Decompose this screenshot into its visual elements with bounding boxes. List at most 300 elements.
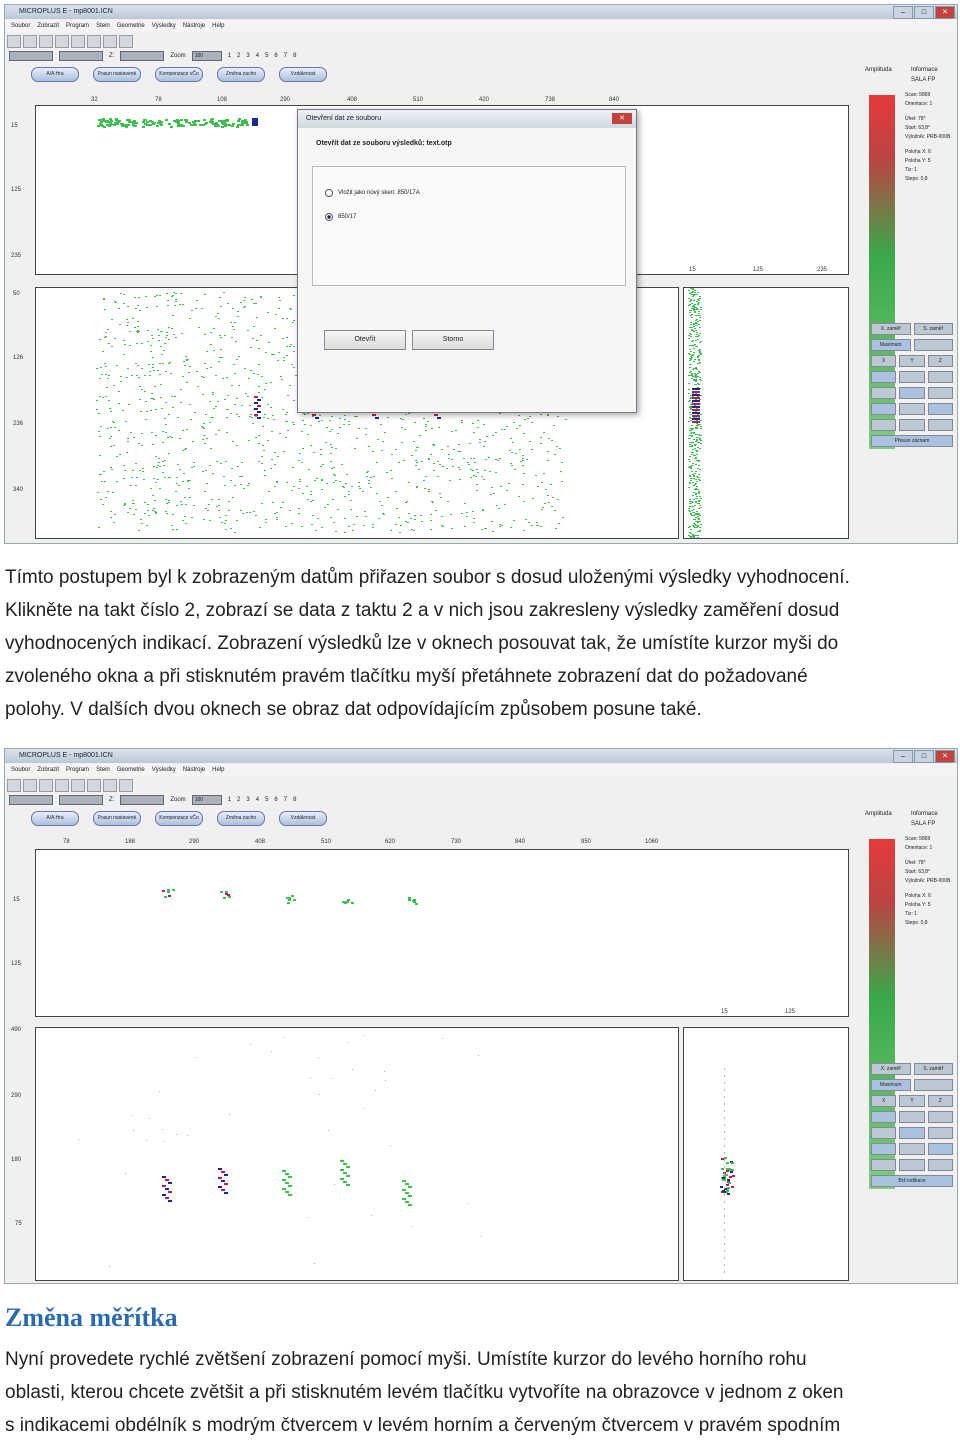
signal-speck — [536, 522, 538, 523]
signal-speck — [184, 449, 186, 450]
value-cell[interactable] — [899, 419, 924, 431]
signal-speck — [127, 306, 129, 307]
signal-speck — [159, 1091, 160, 1092]
signal-speck — [223, 292, 225, 293]
indication-mark — [220, 891, 223, 893]
close-button[interactable]: ✕ — [935, 750, 955, 763]
value-cell[interactable] — [871, 387, 896, 399]
step-5[interactable]: 5 — [265, 796, 269, 803]
indication-mark — [291, 895, 294, 897]
plot-bottom-right[interactable] — [683, 287, 849, 539]
signal-speck — [225, 520, 227, 521]
signal-speck — [155, 513, 157, 514]
tab-x-zamer[interactable]: X. zaměř — [871, 323, 911, 335]
signal-speck — [261, 503, 263, 504]
signal-speck — [141, 523, 143, 524]
signal-speck — [238, 416, 240, 417]
value-cell[interactable] — [871, 403, 896, 415]
window-title: MICROPLUS E - mp8001.ICN — [5, 5, 957, 19]
maximum-button[interactable]: Maximum — [871, 339, 911, 351]
signal-speck — [219, 335, 221, 336]
signal-speck — [427, 421, 429, 422]
maximize-button[interactable]: □ — [914, 6, 934, 19]
axis-y[interactable]: Y — [899, 1095, 924, 1107]
axis-z[interactable]: Z — [928, 1095, 953, 1107]
settings-icon[interactable] — [119, 35, 133, 48]
signal-speck — [192, 124, 195, 126]
zoom-in-icon[interactable] — [71, 35, 85, 48]
settings-icon[interactable] — [119, 779, 133, 792]
value-cell[interactable] — [871, 1159, 896, 1171]
menu-item-zobrazit[interactable]: Zobrazit — [37, 23, 60, 29]
menu-item-program[interactable]: Program — [66, 767, 90, 773]
menu-item-geometrie[interactable]: Geometrie — [116, 23, 145, 29]
signal-speck — [290, 344, 292, 345]
axis-y[interactable]: Y — [899, 355, 924, 367]
value-cell[interactable] — [899, 1143, 924, 1155]
print-icon[interactable] — [55, 35, 69, 48]
signal-speck — [689, 532, 691, 533]
signal-speck — [231, 337, 233, 338]
signal-speck — [237, 120, 240, 122]
value-cell[interactable] — [899, 403, 924, 415]
signal-speck — [240, 302, 242, 303]
signal-speck — [509, 450, 511, 451]
signal-speck — [204, 363, 206, 364]
menu-item-vysledky[interactable]: Výsledky — [151, 767, 176, 773]
signal-speck — [466, 516, 468, 517]
signal-speck — [423, 480, 425, 481]
signal-speck — [693, 361, 695, 362]
signal-speck — [196, 300, 198, 301]
signal-speck — [148, 364, 150, 365]
signal-speck — [120, 381, 122, 382]
value-cell[interactable] — [899, 1127, 924, 1139]
minimize-button[interactable]: – — [893, 6, 913, 19]
value-cell[interactable] — [928, 1159, 953, 1171]
signal-speck — [690, 324, 692, 325]
signal-speck — [524, 419, 526, 420]
signal-speck — [304, 424, 306, 425]
signal-speck — [696, 514, 698, 515]
signal-speck — [175, 337, 177, 338]
signal-speck — [438, 427, 440, 428]
signal-speck — [514, 469, 516, 470]
y-tick: 125 — [11, 187, 22, 193]
scan-field[interactable] — [9, 795, 53, 805]
signal-speck — [265, 383, 267, 384]
signal-speck — [341, 464, 343, 465]
plot-bottom-right[interactable] — [683, 1027, 849, 1281]
grid-icon[interactable] — [103, 35, 117, 48]
signal-speck — [489, 471, 491, 472]
indication-mark — [728, 1182, 731, 1184]
action-button-3[interactable]: Kompenzace vČo — [155, 811, 203, 826]
signal-speck — [408, 482, 410, 483]
maximum-value[interactable] — [914, 339, 954, 351]
indication-mark — [221, 1189, 225, 1191]
value-cell[interactable] — [871, 1111, 896, 1123]
save-icon[interactable] — [39, 779, 53, 792]
step-1[interactable]: 1 — [227, 52, 232, 59]
signal-speck — [689, 476, 691, 477]
signal-speck — [167, 300, 169, 301]
value-cell[interactable] — [899, 387, 924, 399]
cancel-button[interactable]: Storno — [412, 330, 494, 350]
range-field[interactable] — [59, 795, 103, 805]
signal-speck — [344, 496, 346, 497]
signal-speck — [437, 461, 439, 462]
value-cell[interactable] — [928, 1143, 953, 1155]
signal-speck — [286, 337, 288, 338]
step-4[interactable]: 4 — [255, 796, 260, 803]
signal-speck — [271, 459, 273, 460]
y-tick: 235 — [11, 253, 22, 259]
amplitude-header: Amplituda — [865, 67, 892, 73]
signal-speck — [455, 430, 457, 431]
radio-icon[interactable] — [325, 189, 333, 197]
signal-speck — [523, 433, 525, 434]
signal-speck — [724, 1194, 725, 1196]
indication-mark — [288, 897, 291, 899]
action-button-4[interactable]: Změna zacho — [217, 67, 265, 82]
step-6[interactable]: 6 — [274, 52, 278, 59]
axis-x[interactable]: X — [871, 1095, 896, 1107]
signal-speck — [213, 328, 215, 329]
maximize-button[interactable]: □ — [914, 750, 934, 763]
axis-z[interactable]: Z — [928, 355, 953, 367]
right-x-tick: 235 — [817, 267, 828, 273]
signal-speck — [233, 364, 235, 365]
signal-speck — [162, 1129, 163, 1130]
signal-speck — [518, 415, 520, 416]
signal-speck — [167, 305, 169, 306]
signal-speck — [464, 503, 466, 504]
save-icon[interactable] — [39, 35, 53, 48]
signal-speck — [186, 360, 188, 361]
signal-speck — [325, 442, 327, 443]
value-cell[interactable] — [899, 1159, 924, 1171]
signal-speck — [139, 386, 141, 387]
value-cell[interactable] — [928, 1111, 953, 1123]
signal-speck — [483, 479, 485, 480]
signal-speck — [453, 449, 455, 450]
menu-item-soubor[interactable]: Soubor — [11, 23, 31, 29]
signal-speck — [211, 499, 213, 500]
signal-speck — [157, 329, 159, 330]
value-cell[interactable] — [928, 1127, 953, 1139]
signal-speck — [531, 422, 533, 423]
signal-speck — [451, 528, 453, 529]
menu-item-nastroje[interactable]: Nástroje — [182, 23, 206, 29]
zoom-field[interactable]: 100 — [192, 795, 222, 805]
indication-mark — [692, 388, 700, 390]
menu-item-help[interactable]: Help — [212, 767, 225, 773]
signal-speck — [277, 456, 279, 457]
signal-speck — [228, 501, 230, 502]
open-button[interactable]: Otevřít — [324, 330, 406, 350]
signal-speck — [190, 419, 192, 420]
menu-item-soubor[interactable]: Soubor — [11, 767, 31, 773]
signal-speck — [156, 125, 159, 127]
signal-speck — [218, 318, 220, 319]
menu-item-nastroje[interactable]: Nástroje — [182, 767, 206, 773]
signal-speck — [693, 295, 695, 296]
signal-speck — [541, 509, 543, 510]
signal-speck — [522, 465, 524, 466]
signal-speck — [127, 368, 129, 369]
signal-speck — [691, 432, 693, 433]
radio-selected-icon[interactable] — [325, 213, 333, 221]
signal-speck — [138, 530, 140, 531]
signal-speck — [218, 505, 220, 506]
signal-speck — [695, 471, 697, 472]
step-5[interactable]: 5 — [265, 52, 269, 59]
value-cell[interactable] — [928, 419, 953, 431]
signal-speck — [236, 520, 238, 521]
value-cell[interactable] — [899, 1111, 924, 1123]
signal-speck — [692, 330, 694, 331]
signal-speck — [498, 508, 500, 509]
open-icon[interactable] — [23, 779, 37, 792]
x-tick: 188 — [125, 839, 136, 845]
step-4[interactable]: 4 — [255, 52, 260, 59]
signal-speck — [373, 476, 375, 477]
option-new-scan[interactable] — [325, 189, 420, 197]
signal-speck — [102, 351, 104, 352]
indication-mark — [285, 1182, 289, 1184]
dialog-close-button[interactable]: ✕ — [612, 113, 632, 124]
signal-speck — [698, 324, 700, 325]
signal-speck — [100, 124, 103, 126]
signal-speck — [96, 400, 98, 401]
signal-speck — [348, 494, 350, 495]
signal-speck — [551, 506, 553, 507]
signal-speck — [107, 428, 109, 429]
step-6[interactable]: 6 — [274, 796, 278, 803]
step-7[interactable]: 7 — [283, 796, 288, 803]
signal-speck — [724, 1187, 725, 1189]
indication-mark — [720, 1186, 723, 1188]
step-3[interactable]: 3 — [246, 796, 250, 803]
open-icon[interactable] — [23, 35, 37, 48]
signal-speck — [694, 304, 696, 305]
signal-speck — [312, 515, 314, 516]
action-button-4[interactable]: Změna zacho — [217, 811, 265, 826]
new-icon[interactable] — [7, 35, 21, 48]
signal-speck — [522, 458, 524, 459]
maximum-button[interactable]: Maximum — [871, 1079, 911, 1091]
signal-speck — [186, 382, 188, 383]
value-cell[interactable] — [871, 371, 896, 383]
signal-speck — [402, 419, 404, 420]
value-cell[interactable] — [899, 371, 924, 383]
zoom-field[interactable]: 100 — [192, 51, 222, 61]
signal-speck — [379, 501, 381, 502]
signal-speck — [158, 340, 160, 341]
signal-speck — [419, 435, 421, 436]
signal-speck — [258, 364, 260, 365]
zoom-out-icon[interactable] — [87, 35, 101, 48]
signal-speck — [698, 460, 700, 461]
indication-mark — [165, 1197, 169, 1199]
signal-speck — [270, 468, 272, 469]
signal-speck — [695, 336, 697, 337]
signal-speck — [109, 118, 112, 120]
signal-speck — [114, 338, 116, 339]
signal-speck — [561, 462, 563, 463]
z-field[interactable] — [120, 51, 164, 61]
menu-item-vysledky[interactable]: Výsledky — [151, 23, 176, 29]
step-2[interactable]: 2 — [237, 52, 241, 59]
signal-speck — [153, 466, 155, 467]
signal-speck — [227, 124, 230, 126]
signal-speck — [371, 1215, 372, 1216]
menu-item-help[interactable]: Help — [212, 23, 225, 29]
y-tick: 126 — [13, 355, 24, 361]
signal-speck — [321, 527, 323, 528]
action-button-5[interactable]: Vzdálenost — [279, 67, 327, 82]
indication-mark — [315, 417, 319, 419]
option-existing-scan[interactable] — [325, 213, 356, 221]
signal-speck — [699, 469, 701, 470]
menu-item-stein[interactable]: Stein — [96, 767, 110, 773]
signal-speck — [154, 296, 156, 297]
signal-speck — [184, 516, 186, 517]
action-button-1[interactable]: A/A Hra — [31, 811, 79, 826]
signal-speck — [691, 452, 693, 453]
step-3[interactable]: 3 — [246, 52, 250, 59]
menu-item-zobrazit[interactable]: Zobrazit — [37, 767, 60, 773]
info-line: Úhel: 78° — [905, 860, 926, 866]
info-line: Orientace: 1 — [905, 101, 933, 107]
tab-s-zamer[interactable]: S. zaměř — [914, 323, 954, 335]
signal-speck — [690, 529, 692, 530]
plot-bottom-left[interactable] — [35, 1027, 679, 1281]
step-1[interactable]: 1 — [227, 796, 232, 803]
axis-x[interactable]: X — [871, 355, 896, 367]
menu-item-program[interactable]: Program — [66, 23, 90, 29]
signal-speck — [170, 373, 172, 374]
menu-item-stein[interactable]: Stein — [96, 23, 110, 29]
plot-top[interactable] — [35, 849, 849, 1017]
operator-label: SALA FP — [911, 821, 936, 827]
signal-speck — [227, 395, 229, 396]
signal-speck — [368, 480, 370, 481]
print-icon[interactable] — [55, 779, 69, 792]
signal-speck — [724, 1243, 725, 1245]
close-button[interactable]: ✕ — [935, 6, 955, 19]
signal-speck — [171, 296, 173, 297]
step-7[interactable]: 7 — [283, 52, 288, 59]
signal-speck — [372, 527, 374, 528]
tab-x-zamer[interactable]: X. zaměř — [871, 1063, 911, 1075]
indication-button[interactable]: Brž indikace — [871, 1175, 953, 1187]
signal-speck — [690, 322, 692, 323]
value-cell[interactable] — [928, 403, 953, 415]
indication-mark — [167, 891, 170, 893]
action-button-5[interactable]: Vzdálenost — [279, 811, 327, 826]
step-2[interactable]: 2 — [237, 796, 241, 803]
signal-speck — [540, 414, 542, 415]
new-icon[interactable] — [7, 779, 21, 792]
action-button-2[interactable]: Posun nastavené — [93, 67, 141, 82]
value-cell[interactable] — [871, 1127, 896, 1139]
indication-mark — [282, 1170, 286, 1172]
zoom-in-icon[interactable] — [71, 779, 85, 792]
signal-speck — [260, 297, 262, 298]
signal-speck — [390, 530, 392, 531]
signal-speck — [691, 303, 693, 304]
signal-speck — [547, 495, 549, 496]
signal-speck — [407, 522, 409, 523]
minimize-button[interactable]: – — [893, 750, 913, 763]
signal-speck — [246, 512, 248, 513]
signal-speck — [151, 335, 153, 336]
range-field[interactable] — [59, 51, 103, 61]
value-cell[interactable] — [871, 1143, 896, 1155]
signal-speck — [699, 362, 701, 363]
signal-speck — [181, 504, 183, 505]
signal-speck — [695, 384, 697, 385]
signal-speck — [485, 459, 487, 460]
grid-icon[interactable] — [103, 779, 117, 792]
indication-mark — [340, 1169, 344, 1171]
indication-mark — [405, 1192, 409, 1194]
signal-speck — [437, 476, 439, 477]
signal-speck — [135, 308, 137, 309]
signal-speck — [697, 537, 699, 538]
tab-s-zamer[interactable]: S. zaměř — [914, 1063, 954, 1075]
signal-speck — [696, 511, 698, 512]
signal-speck — [238, 385, 240, 386]
info-line: Poloha X: 6 — [905, 893, 931, 899]
save-record-button[interactable]: Přesun záznam — [871, 435, 953, 447]
value-cell[interactable] — [871, 419, 896, 431]
action-button-2[interactable]: Posun nastavené — [93, 811, 141, 826]
signal-speck — [290, 309, 292, 310]
signal-speck — [126, 119, 129, 121]
value-cell[interactable] — [928, 387, 953, 399]
signal-speck — [137, 305, 139, 306]
scan-field[interactable] — [9, 51, 53, 61]
action-button-3[interactable]: Kompenzace vČo — [155, 67, 203, 82]
signal-speck — [691, 435, 693, 436]
signal-speck — [531, 449, 533, 450]
info-line: Start: 63,8° — [905, 125, 931, 131]
menu-item-geometrie[interactable]: Geometrie — [116, 767, 145, 773]
z-field[interactable] — [120, 795, 164, 805]
step-8[interactable]: 8 — [293, 52, 297, 59]
step-8[interactable]: 8 — [293, 796, 297, 803]
signal-speck — [160, 397, 162, 398]
signal-speck — [185, 523, 187, 524]
signal-speck — [698, 501, 700, 502]
zoom-out-icon[interactable] — [87, 779, 101, 792]
signal-speck — [123, 478, 125, 479]
action-button-1[interactable]: A/A Hra — [31, 67, 79, 82]
signal-speck — [689, 511, 691, 512]
indication-mark — [221, 1180, 225, 1182]
signal-speck — [314, 480, 316, 481]
signal-speck — [124, 470, 126, 471]
signal-speck — [348, 421, 350, 422]
signal-speck — [215, 406, 217, 407]
signal-speck — [700, 507, 702, 508]
maximum-value[interactable] — [914, 1079, 954, 1091]
signal-speck — [354, 448, 356, 449]
value-cell[interactable] — [928, 371, 953, 383]
